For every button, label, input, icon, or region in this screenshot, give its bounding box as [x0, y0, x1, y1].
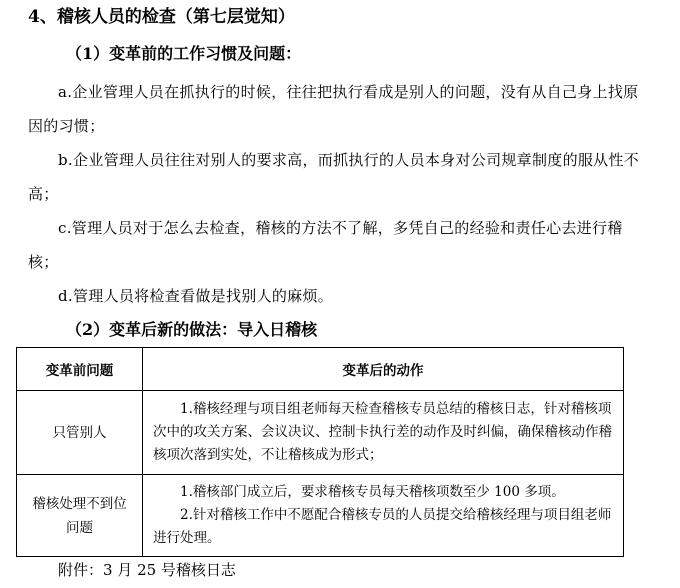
table-header-row: [17, 348, 624, 391]
problem-cell: 只管别人: [17, 391, 143, 475]
action-cell: [143, 391, 624, 475]
attachment-note: 附件：3 月 25 号稽核日志: [58, 561, 236, 579]
problem-cell: 稽核处理不到位问题: [17, 475, 143, 557]
paragraph-text: a.企业管理人员在抓执行的时候，往往把执行看成是别人的问题，没有从自己身上找原因的习惯；: [28, 83, 639, 135]
table-row: [17, 475, 624, 557]
table-row: [17, 391, 624, 475]
change-table: [16, 347, 624, 557]
paragraph-item-b: [28, 143, 648, 211]
section-heading: 4、稽核人员的检查（第七层觉知）: [28, 7, 295, 27]
subsection-title-after: （2）变革后新的做法：导入日稽核: [66, 320, 318, 339]
header-action: 变革后的动作: [143, 348, 624, 391]
subsection-title-before: （1）变革前的工作习惯及问题：: [66, 44, 302, 63]
paragraph-item-a: [28, 75, 648, 143]
header-problem: 变革前问题: [17, 348, 143, 391]
paragraph-text: d.管理人员将检查看做是找别人的麻烦。: [58, 287, 334, 305]
action-text: 1.稽核部门成立后，要求稽核专员每天稽核项数至少 100 多项。: [180, 484, 565, 500]
action-text: 1.稽核经理与项目组老师每天检查稽核专员总结的稽核日志，针对稽核项次中的攻关方案、会议决议、控制卡执行差的动作及时纠偏，确保稽核动作稽核项次落到实处，不让稽核成为形式；: [153, 401, 612, 463]
action-text: 2.针对稽核工作中不愿配合稽核专员的人员提交给稽核经理与项目组老师进行处理。: [153, 507, 612, 546]
paragraph-text: b.企业管理人员往往对别人的要求高，而抓执行的人员本身对公司规章制度的服从性不高；: [28, 151, 640, 203]
action-cell: [143, 475, 624, 557]
paragraph-text: c.管理人员对于怎么去检查，稽核的方法不了解，多凭自己的经验和责任心去进行稽核；: [28, 219, 623, 271]
paragraph-item-d: [28, 279, 648, 313]
paragraph-item-c: [28, 211, 648, 279]
